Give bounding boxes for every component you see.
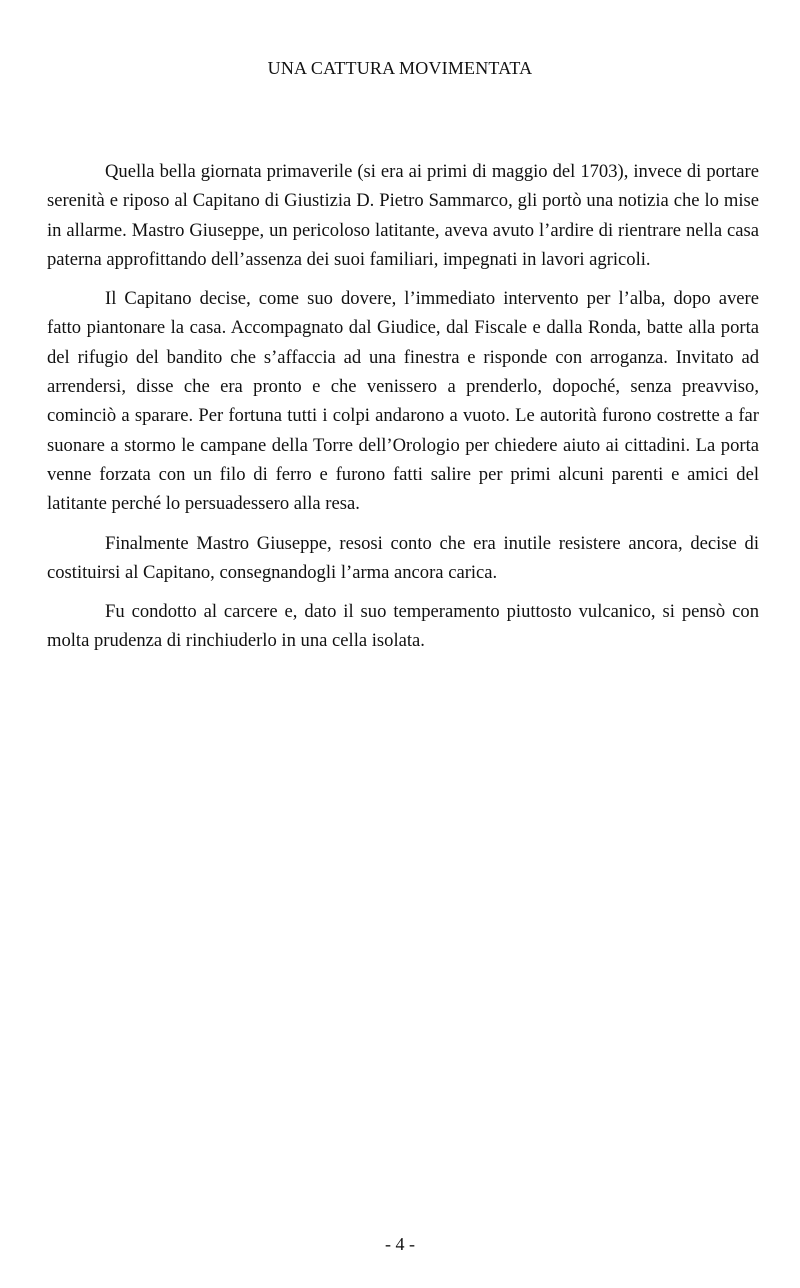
paragraph: Quella bella giornata primaverile (si era ai primi di maggio del 1703), invece di portare serenità e riposo al Capitano di Giustizia D. Pietro Sammarco, gli portò una notizia che lo mise in allarme. Mastro Giuseppe, un pericoloso latitante, aveva avuto l’ardire di rientrare nella casa paterna approfittando dell’assenza dei suoi familiari, impegnati in lavori agricoli. — [47, 161, 759, 270]
page-number: - 4 - — [385, 1234, 415, 1254]
body-text — [47, 157, 759, 666]
paragraph: Fu condotto al carcere e, dato il suo temperamento piuttosto vulcanico, si pensò con molta prudenza di rinchiuderlo in una cella isolata. — [47, 601, 759, 652]
page-title: UNA CATTURA MOVIMENTATA — [267, 58, 533, 78]
paragraph: Il Capitano decise, come suo dovere, l’immediato intervento per l’alba, dopo avere fatto piantonare la casa. Accompagnato dal Giudice, dal Fiscale e dalla Ronda, batte alla porta del rifugio del bandito che s’affaccia ad una finestra e risponde con arroganza. Invitato ad arrendersi, disse che era pronto e che venissero a prenderlo, dopoché, senza preavviso, cominciò a sparare. Per fortuna tutti i colpi andarono a vuoto. Le autorità furono costrette a far suonare a stormo le campane della Torre dell’Orologio per chiedere aiuto ai cittadini. La porta venne forzata con un filo di ferro e furono fatti salire per primi alcuni parenti e amici del latitante perché lo persuadessero alla resa. — [47, 288, 759, 515]
paragraph: Finalmente Mastro Giuseppe, resosi conto che era inutile resistere ancora, decise di costituirsi al Capitano, consegnandogli l’arma ancora carica. — [47, 532, 759, 583]
